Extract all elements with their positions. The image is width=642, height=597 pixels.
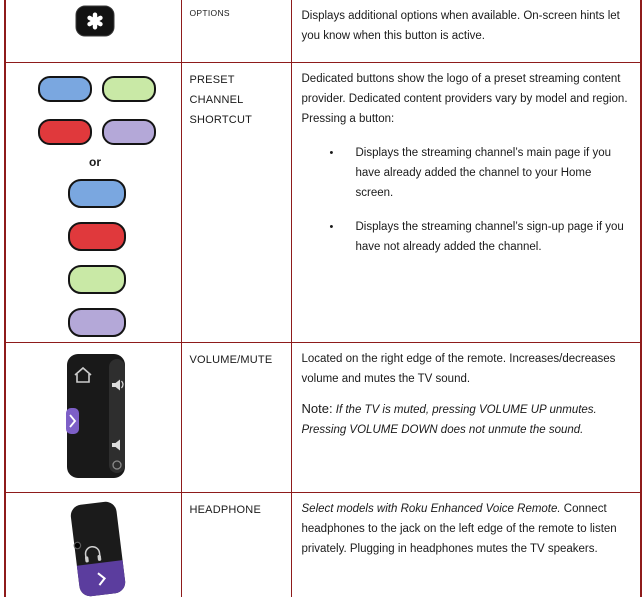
description-italic: Select models with Roku Enhanced Voice Remote. (301, 503, 561, 515)
row-label-cell (181, 343, 291, 493)
row-description: Dedicated buttons show the logo of a preset streaming content provider. Dedicated content providers vary by model and region. Pressing a button: (301, 73, 628, 125)
description-rest: Connect headphones to the jack on the left edge of the remote to listen privately. Plugging in headphones mutes the TV speakers. (301, 503, 617, 555)
bullet-marker: • (329, 221, 334, 233)
row-description: Displays additional options when available. On-screen hints let you know when this button is active. (301, 10, 620, 42)
row-label: HEADPHONE (189, 504, 261, 516)
row-label: VOLUME/MUTE (189, 354, 273, 366)
preset-button-purple-icon (68, 308, 126, 337)
preset-buttons-stack (68, 179, 180, 337)
remote-volume-edge-image (65, 352, 129, 482)
note-paragraph (302, 399, 631, 440)
headphone-jack-icon (74, 542, 81, 549)
row-description-cell (291, 343, 641, 493)
note-body: If the TV is muted, pressing VOLUME UP unmutes. Pressing VOLUME DOWN does not unmute the sound. (301, 404, 597, 436)
row-description-cell (291, 63, 641, 343)
table-row-options (5, 0, 641, 63)
preset-button-green-icon (68, 265, 126, 294)
row-description-cell (291, 0, 641, 63)
side-tag-icon (66, 408, 79, 434)
table-row-volume-mute (5, 343, 641, 493)
row-description (302, 499, 631, 559)
row-label: OPTIONS (189, 8, 230, 18)
asterisk-icon (75, 5, 115, 37)
options-asterisk-button-icon (75, 5, 115, 37)
bullet-marker: • (329, 147, 334, 159)
row-description: Located on the right edge of the remote. Increases/decreases volume and mutes the TV sound. (301, 353, 616, 385)
row-description-cell (291, 493, 641, 597)
bullet-text: Displays the streaming channel’s sign-up page if you have not already added the channel. (355, 221, 624, 253)
volume-image-cell (5, 343, 181, 493)
table-row-headphone (5, 493, 641, 597)
bullet-item (330, 217, 631, 257)
options-image-cell (5, 0, 181, 63)
preset-button-red-icon (68, 222, 126, 251)
preset-button-blue-icon (38, 76, 92, 102)
preset-image-cell (5, 63, 181, 343)
bullet-text: Displays the streaming channel’s main page if you have already added the channel to your Home screen. (355, 147, 611, 199)
or-label: or (89, 155, 101, 169)
row-label: PRESET CHANNEL SHORTCUT (189, 74, 253, 126)
preset-button-blue-icon (68, 179, 126, 208)
row-label-cell (181, 493, 291, 597)
preset-button-green-icon (102, 76, 156, 102)
remote-buttons-table (4, 0, 642, 597)
table-row-preset-shortcut (5, 63, 641, 343)
preset-buttons-grid (38, 76, 154, 145)
preset-button-red-icon (38, 119, 92, 145)
preset-button-purple-icon (102, 119, 156, 145)
remote-headphone-jack-image (67, 501, 129, 597)
note-label: Note: (301, 401, 333, 416)
row-label-cell (181, 63, 291, 343)
row-label-cell (181, 0, 291, 63)
bullet-item (330, 143, 631, 203)
headphone-image-cell (5, 493, 181, 597)
